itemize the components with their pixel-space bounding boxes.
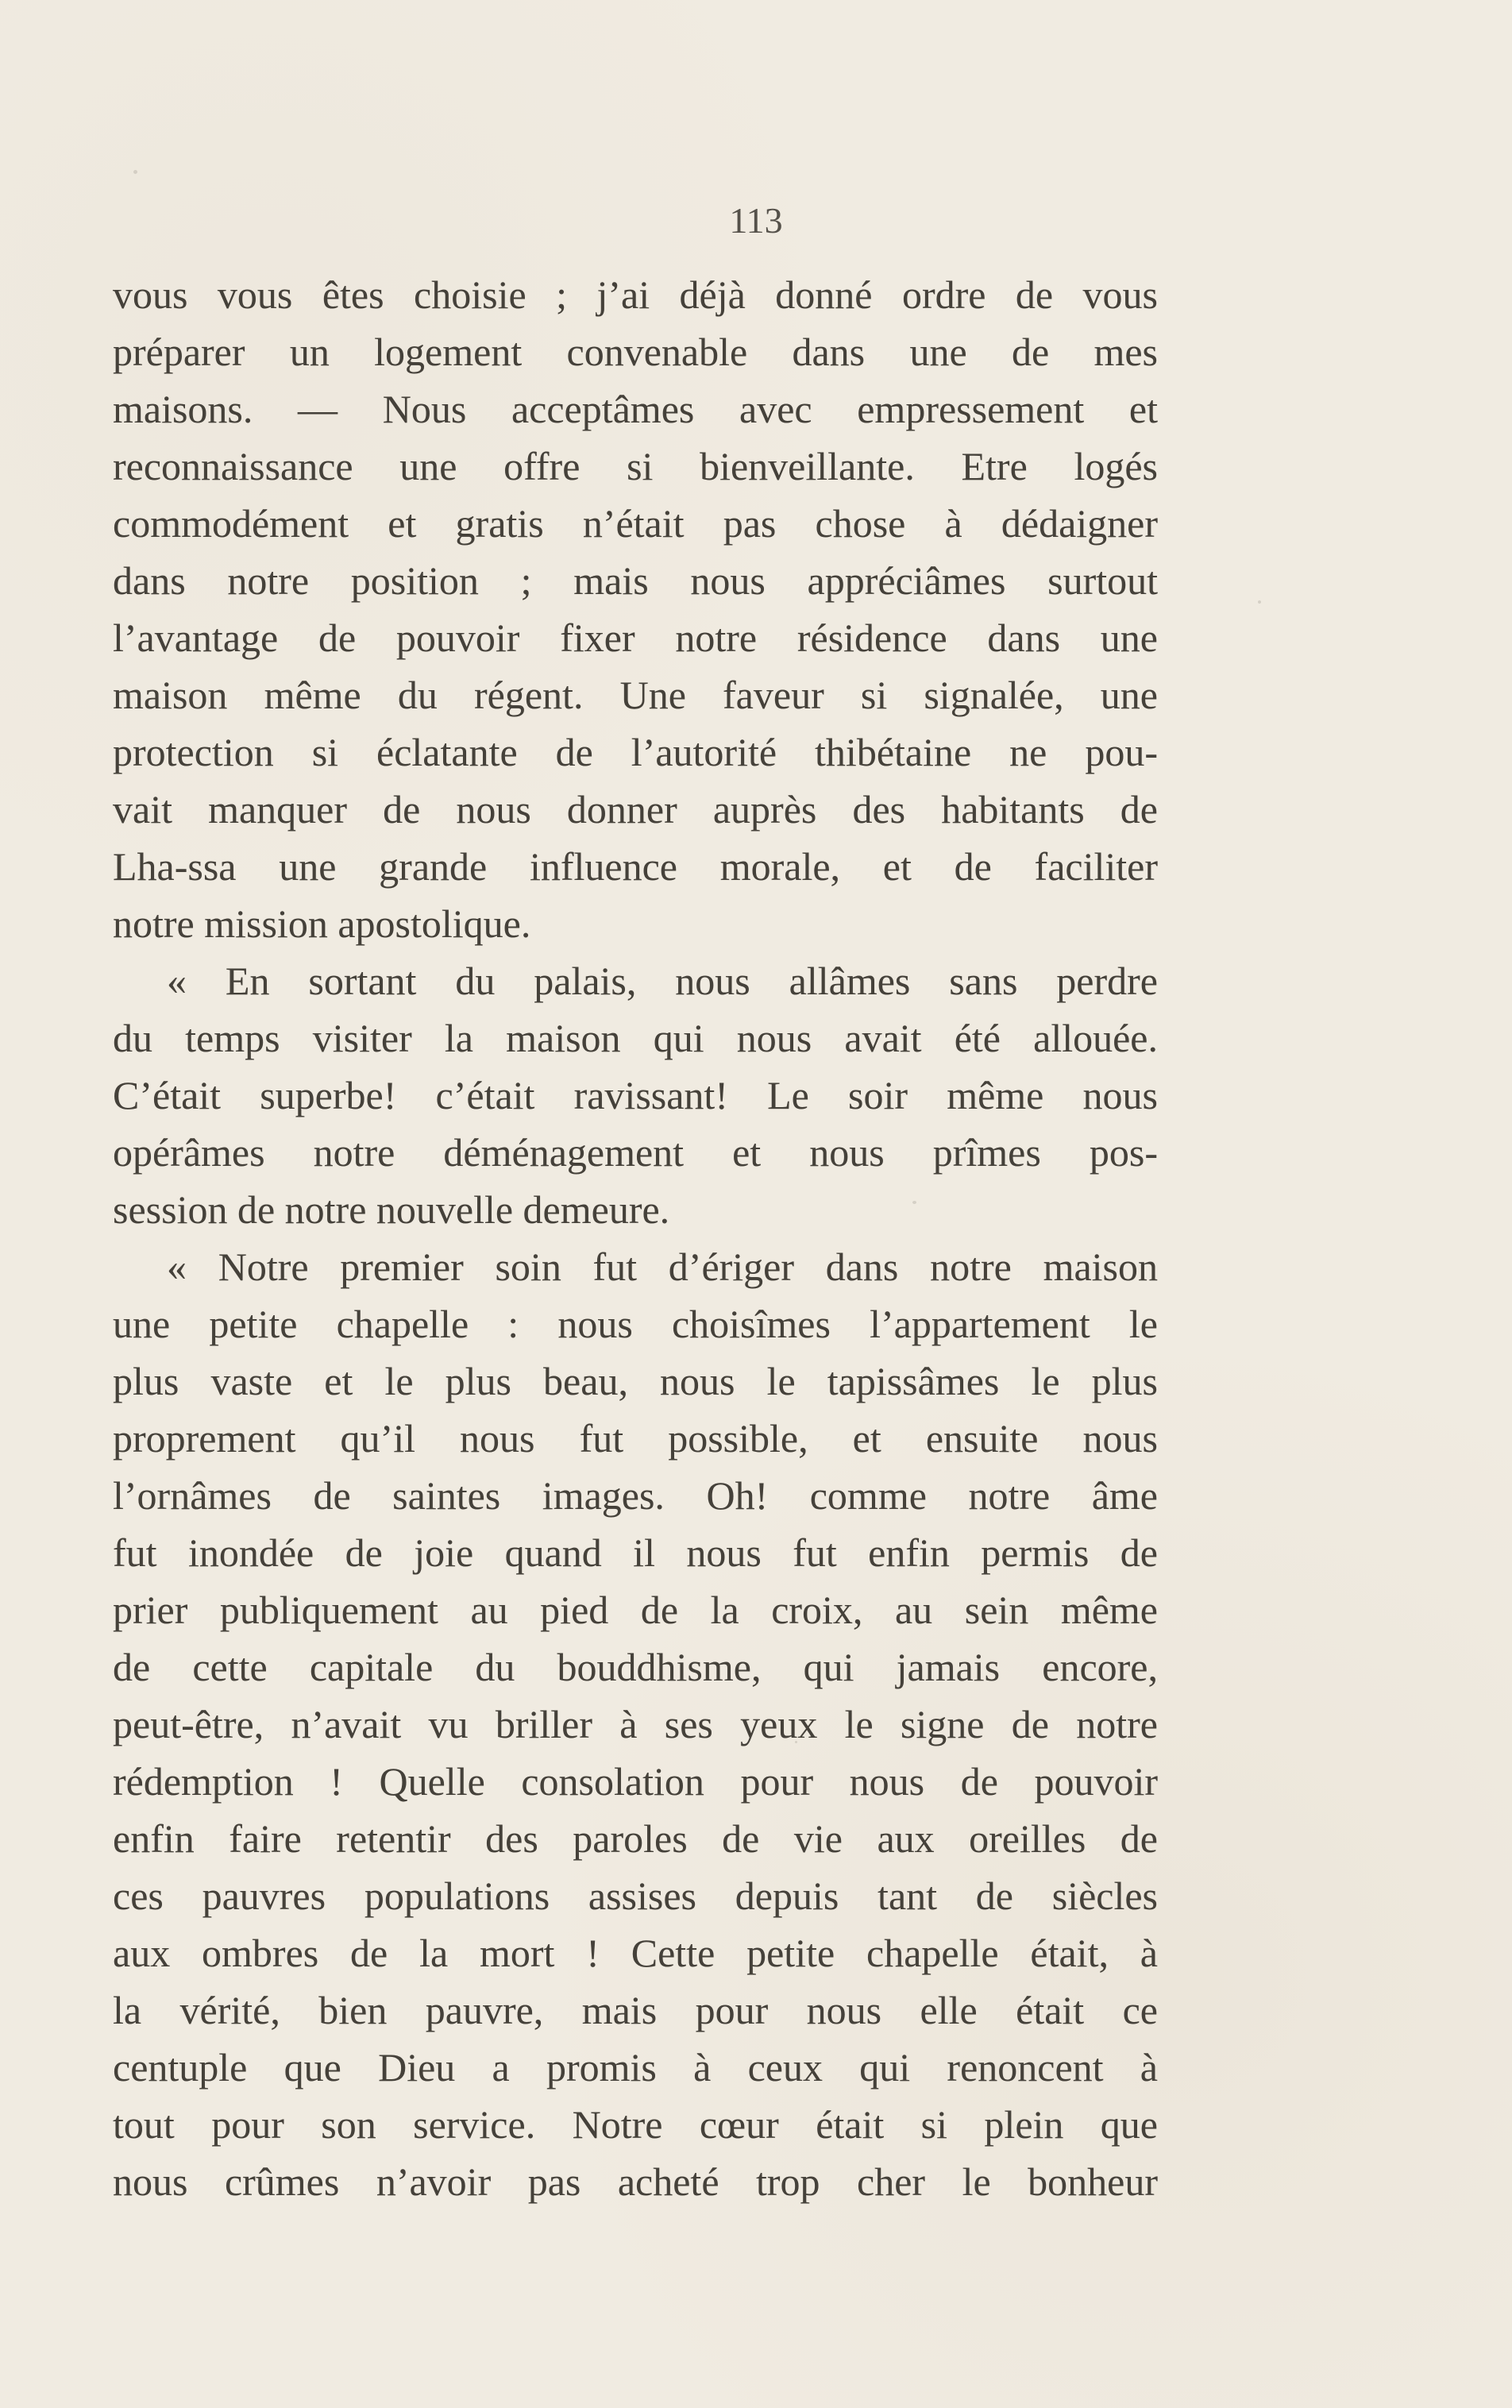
text-line: notre mission apostolique. bbox=[113, 901, 531, 946]
text-line: fut inondée de joie quand il nous fut enfin permis de bbox=[113, 1530, 1158, 1575]
text-line: vous vous êtes choisie ; j’ai déjà donné ordre de vous bbox=[113, 272, 1158, 317]
paper-speck bbox=[1258, 600, 1261, 604]
text-line: peut-être, n’avait vu briller à ses yeux le signe de notre bbox=[113, 1702, 1158, 1746]
paragraph-first-line: « En sortant du palais, nous allâmes sans perdre bbox=[167, 959, 1158, 1003]
page-body-text bbox=[113, 266, 1158, 2210]
text-line: aux ombres de la mort ! Cette petite chapelle était, à bbox=[113, 1931, 1158, 1975]
text-line: proprement qu’il nous fut possible, et ensuite nous bbox=[113, 1416, 1158, 1461]
text-line: prier publiquement au pied de la croix, au sein même bbox=[113, 1588, 1158, 1632]
text-line: dans notre position ; mais nous appréciâmes surtout bbox=[113, 558, 1158, 603]
text-line: reconnaissance une offre si bienveillante. Etre logés bbox=[113, 444, 1158, 488]
text-line: de cette capitale du bouddhisme, qui jamais encore, bbox=[113, 1645, 1158, 1689]
text-line: l’avantage de pouvoir fixer notre résidence dans une bbox=[113, 616, 1158, 660]
text-line: vait manquer de nous donner auprès des habitants de bbox=[113, 787, 1158, 832]
text-line: une petite chapelle : nous choisîmes l’appartement le bbox=[113, 1302, 1158, 1346]
text-line: maisons. — Nous acceptâmes avec empressement et bbox=[113, 387, 1158, 431]
text-line: plus vaste et le plus beau, nous le tapissâmes le plus bbox=[113, 1359, 1158, 1403]
text-line: ces pauvres populations assises depuis tant de siècles bbox=[113, 1874, 1158, 1918]
text-line: protection si éclatante de l’autorité thibétaine ne pou- bbox=[113, 730, 1158, 774]
text-line: la vérité, bien pauvre, mais pour nous elle était ce bbox=[113, 1988, 1158, 2032]
text-line: Lha-ssa une grande influence morale, et de faciliter bbox=[113, 844, 1158, 889]
text-line: tout pour son service. Notre cœur était si plein que bbox=[113, 2102, 1158, 2147]
text-line: session de notre nouvelle demeure. bbox=[113, 1187, 670, 1232]
text-line: préparer un logement convenable dans une de mes bbox=[113, 330, 1158, 374]
text-line: C’était superbe! c’était ravissant! Le soir même nous bbox=[113, 1073, 1158, 1117]
text-line: centuple que Dieu a promis à ceux qui renoncent à bbox=[113, 2045, 1158, 2090]
page-number: 113 bbox=[729, 200, 783, 241]
paragraph-first-line: « Notre premier soin fut d’ériger dans notre maison bbox=[167, 1245, 1158, 1289]
text-line: du temps visiter la maison qui nous avait été allouée. bbox=[113, 1016, 1158, 1060]
text-line: enfin faire retentir des paroles de vie aux oreilles de bbox=[113, 1816, 1158, 1861]
text-line: rédemption ! Quelle consolation pour nous de pouvoir bbox=[113, 1759, 1158, 1804]
text-line: commodément et gratis n’était pas chose à dédaigner bbox=[113, 501, 1158, 546]
text-line: l’ornâmes de saintes images. Oh! comme notre âme bbox=[113, 1473, 1158, 1518]
paper-speck bbox=[133, 170, 137, 174]
text-line: nous crûmes n’avoir pas acheté trop cher le bonheur bbox=[113, 2159, 1158, 2204]
text-line: opérâmes notre déménagement et nous prîmes pos- bbox=[113, 1130, 1158, 1175]
text-line: maison même du régent. Une faveur si signalée, une bbox=[113, 673, 1158, 717]
